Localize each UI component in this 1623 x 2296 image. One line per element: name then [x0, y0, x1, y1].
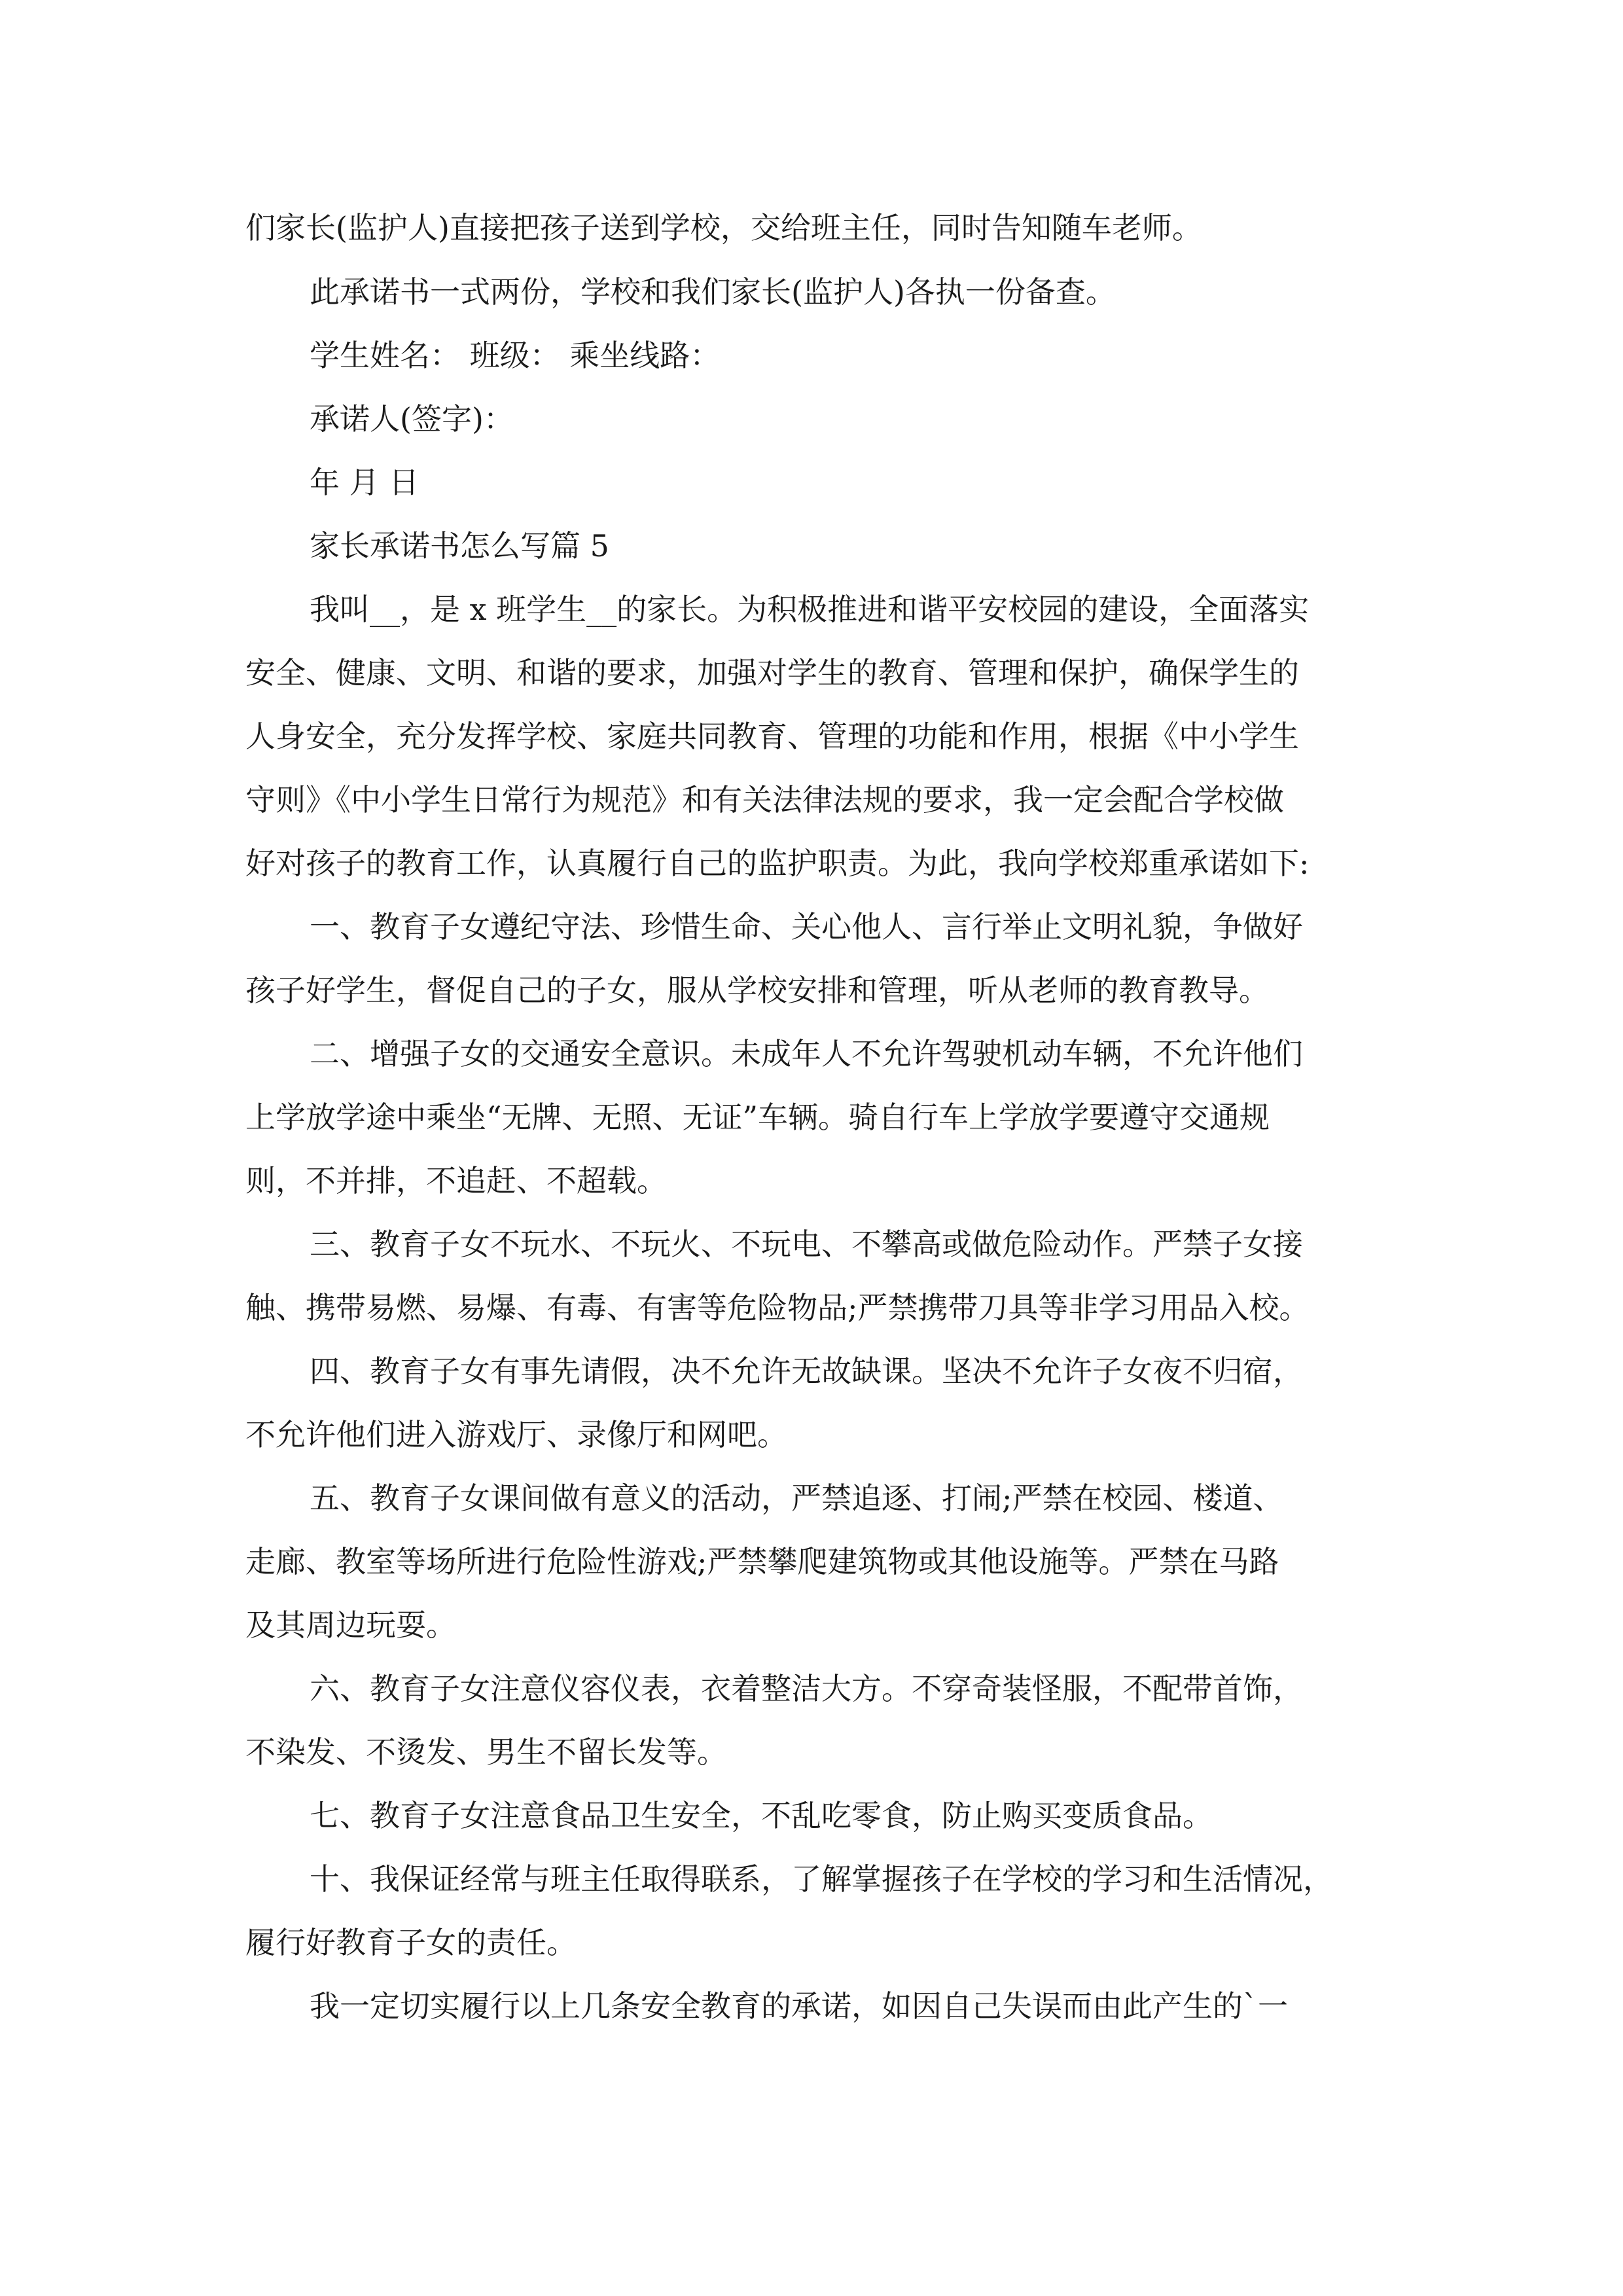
- text-line: 则，不并排，不追赶、不超载。: [245, 1163, 667, 1198]
- paragraph-item-2: [245, 1022, 1384, 1213]
- text-line: 学生姓名： 班级： 乘坐线路：: [310, 338, 721, 373]
- paragraph-closing: [245, 1975, 1384, 2038]
- text-line: 履行好教育子女的责任。: [245, 1925, 577, 1960]
- paragraph-continuation: [245, 196, 1384, 260]
- text-line: 安全、健康、文明、和谐的要求，加强对学生的教育、管理和保护，确保学生的: [245, 655, 1299, 691]
- paragraph-copies: [245, 260, 1384, 324]
- text-line: 六、教育子女注意仪容仪表，衣着整洁大方。不穿奇装怪服，不配带首饰，: [310, 1671, 1303, 1706]
- text-line: 家长承诺书怎么写篇 5: [310, 528, 609, 564]
- paragraph-intro: [245, 578, 1384, 895]
- paragraph-item-5: [245, 1467, 1384, 1657]
- text-line: 七、教育子女注意食品卫生安全，不乱吃零食，防止购买变质食品。: [310, 1798, 1213, 1833]
- student-info-fields: [245, 324, 1384, 387]
- section-heading: [245, 514, 1384, 578]
- text-line: 二、增强子女的交通安全意识。未成年人不允许驾驶机动车辆，不允许他们: [310, 1036, 1303, 1071]
- text-line: 走廊、教室等场所进行危险性游戏;严禁攀爬建筑物或其他设施等。严禁在马路: [245, 1544, 1279, 1579]
- text-line: 不染发、不烫发、男生不留长发等。: [245, 1734, 727, 1770]
- text-line: 孩子好学生，督促自己的子女，服从学校安排和管理，听从老师的教育教导。: [245, 973, 1269, 1008]
- text-line: 们家长(监护人)直接把孩子送到学校，交给班主任，同时告知随车老师。: [245, 210, 1202, 245]
- text-line: 五、教育子女课间做有意义的活动，严禁追逐、打闹;严禁在校园、楼道、: [310, 1480, 1283, 1516]
- text-line: 三、教育子女不玩水、不玩火、不玩电、不攀高或做危险动作。严禁子女接: [310, 1227, 1303, 1262]
- paragraph-item-6: [245, 1657, 1384, 1784]
- paragraph-item-10: [245, 1848, 1384, 1975]
- text-line: 一、教育子女遵纪守法、珍惜生命、关心他人、言行举止文明礼貌，争做好: [310, 909, 1303, 944]
- text-line: 年 月 日: [310, 465, 419, 500]
- text-line: 我一定切实履行以上几条安全教育的承诺，如因自己失误而由此产生的`一: [310, 1988, 1288, 2024]
- text-line: 十、我保证经常与班主任取得联系，了解掌握孩子在学校的学习和生活情况，: [310, 1861, 1333, 1897]
- text-line: 触、携带易燃、易爆、有毒、有害等危险物品;严禁携带刀具等非学习用品入校。: [245, 1290, 1310, 1325]
- date-line: [245, 451, 1384, 514]
- text-line: 好对孩子的教育工作，认真履行自己的监护职责。为此，我向学校郑重承诺如下:: [245, 846, 1310, 881]
- text-line: 此承诺书一式两份，学校和我们家长(监护人)各执一份备查。: [310, 274, 1116, 310]
- text-line: 人身安全，充分发挥学校、家庭共同教育、管理的功能和作用，根据《中小学生: [245, 719, 1299, 754]
- paragraph-item-7: [245, 1784, 1384, 1848]
- text-line: 我叫__，是 x 班学生__的家长。为积极推进和谐平安校园的建设，全面落实: [310, 592, 1310, 627]
- text-line: 四、教育子女有事先请假，决不允许无故缺课。坚决不允许子女夜不归宿，: [310, 1354, 1303, 1389]
- paragraph-item-1: [245, 895, 1384, 1022]
- paragraph-item-4: [245, 1340, 1384, 1467]
- text-line: 承诺人(签字)：: [310, 401, 514, 437]
- signature-line: [245, 387, 1384, 451]
- text-line: 守则》《中小学生日常行为规范》和有关法律法规的要求，我一定会配合学校做: [245, 782, 1284, 817]
- text-line: 上学放学途中乘坐“无牌、无照、无证”车辆。骑自行车上学放学要遵守交通规: [245, 1100, 1270, 1135]
- text-line: 不允许他们进入游戏厅、录像厅和网吧。: [245, 1417, 787, 1452]
- paragraph-item-3: [245, 1213, 1384, 1340]
- text-line: 及其周边玩耍。: [245, 1607, 456, 1643]
